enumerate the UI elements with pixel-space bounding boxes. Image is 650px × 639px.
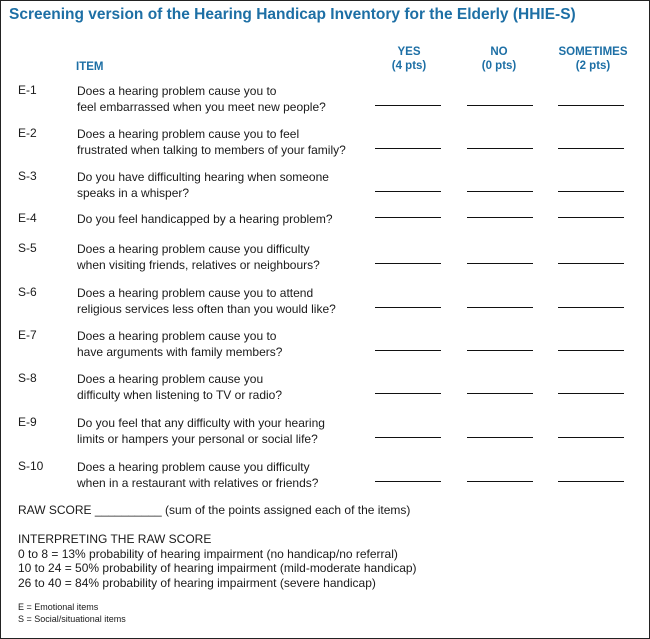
legend-emotional: E = Emotional items — [18, 602, 99, 612]
no-answer-blank[interactable] — [467, 393, 533, 394]
item-question — [77, 328, 367, 360]
item-row — [1, 459, 650, 499]
sometimes-answer-blank[interactable] — [558, 307, 624, 308]
question-line: when in a restaurant with relatives or friends? — [77, 476, 319, 490]
question-line: Does a hearing problem cause you to attend — [77, 286, 314, 300]
yes-answer-blank[interactable] — [375, 263, 441, 264]
question-line: Do you feel that any difficulty with your hearing — [77, 416, 325, 430]
interpretation-section — [18, 532, 417, 590]
no-answer-blank[interactable] — [467, 217, 533, 218]
sometimes-answer-blank[interactable] — [558, 481, 624, 482]
no-answer-blank[interactable] — [467, 191, 533, 192]
question-line: Does a hearing problem cause you — [77, 372, 264, 386]
sometimes-label: SOMETIMES — [558, 46, 628, 58]
no-column-header — [471, 45, 527, 73]
sometimes-answer-blank[interactable] — [558, 393, 624, 394]
item-question — [77, 459, 367, 491]
question-line: limits or hampers your personal or social life? — [77, 432, 318, 446]
yes-answer-blank[interactable] — [375, 481, 441, 482]
item-code: E-9 — [18, 415, 37, 429]
question-line: have arguments with family members? — [77, 345, 283, 359]
sometimes-answer-blank[interactable] — [558, 350, 624, 351]
item-row — [1, 126, 650, 166]
yes-points: (4 pts) — [391, 60, 427, 72]
question-line: Does a hearing problem cause you to — [77, 84, 277, 98]
no-answer-blank[interactable] — [467, 481, 533, 482]
question-line: Do you have difficulting hearing when someone — [77, 170, 329, 184]
no-label: NO — [490, 46, 508, 58]
page-title: Screening version of the Hearing Handicap Inventory for the Elderly (HHIE-S) — [9, 6, 576, 23]
item-question — [77, 371, 367, 403]
item-code: S-3 — [18, 169, 37, 183]
yes-answer-blank[interactable] — [375, 148, 441, 149]
question-line: Does a hearing problem cause you to — [77, 329, 277, 343]
item-column-header: ITEM — [76, 61, 104, 73]
interpretation-line: 26 to 40 = 84% probability of hearing impairment (severe handicap) — [18, 575, 376, 590]
item-row — [1, 169, 650, 209]
item-row — [1, 241, 650, 281]
question-line: Does a hearing problem cause you to feel — [77, 127, 300, 141]
sometimes-answer-blank[interactable] — [558, 217, 624, 218]
yes-label: YES — [397, 46, 421, 58]
item-question — [77, 415, 367, 447]
question-line: Do you feel handicapped by a hearing problem? — [77, 212, 333, 226]
yes-column-header — [381, 45, 437, 73]
sometimes-answer-blank[interactable] — [558, 148, 624, 149]
no-answer-blank[interactable] — [467, 263, 533, 264]
no-answer-blank[interactable] — [467, 148, 533, 149]
yes-answer-blank[interactable] — [375, 217, 441, 218]
item-question — [77, 241, 367, 273]
question-line: speaks in a whisper? — [77, 186, 190, 200]
item-question — [77, 126, 367, 158]
item-code: E-1 — [18, 83, 37, 97]
sometimes-answer-blank[interactable] — [558, 263, 624, 264]
question-line: Does a hearing problem cause you difficulty — [77, 460, 310, 474]
sometimes-answer-blank[interactable] — [558, 437, 624, 438]
item-question — [77, 83, 367, 115]
no-answer-blank[interactable] — [467, 350, 533, 351]
yes-answer-blank[interactable] — [375, 437, 441, 438]
interpretation-heading: INTERPRETING THE RAW SCORE — [18, 532, 212, 546]
raw-score-line: RAW SCORE __________ (sum of the points assigned each of the items) — [18, 503, 411, 517]
yes-answer-blank[interactable] — [375, 105, 441, 106]
legend-social: S = Social/situational items — [18, 614, 126, 624]
no-answer-blank[interactable] — [467, 105, 533, 106]
item-row — [1, 285, 650, 325]
item-code: S-6 — [18, 285, 37, 299]
item-row — [1, 83, 650, 123]
sometimes-points: (2 pts) — [575, 60, 611, 72]
yes-answer-blank[interactable] — [375, 307, 441, 308]
item-code: S-5 — [18, 241, 37, 255]
question-line: frustrated when talking to members of your family? — [77, 143, 346, 157]
item-code: S-10 — [18, 459, 44, 473]
item-question — [77, 285, 367, 317]
question-line: difficulty when listening to TV or radio? — [77, 388, 283, 402]
yes-answer-blank[interactable] — [375, 191, 441, 192]
question-line: religious services less often than you would like? — [77, 302, 336, 316]
item-code: E-2 — [18, 126, 37, 140]
legend — [18, 601, 126, 625]
question-line: Does a hearing problem cause you difficulty — [77, 242, 310, 256]
no-points: (0 pts) — [481, 60, 517, 72]
sometimes-answer-blank[interactable] — [558, 191, 624, 192]
interpretation-line: 10 to 24 = 50% probability of hearing impairment (mild-moderate handicap) — [18, 561, 417, 575]
no-answer-blank[interactable] — [467, 437, 533, 438]
item-row — [1, 415, 650, 455]
item-question — [77, 211, 367, 227]
item-code: E-4 — [18, 211, 37, 225]
question-line: feel embarrassed when you meet new people? — [77, 100, 326, 114]
sometimes-column-header — [552, 45, 634, 73]
sometimes-answer-blank[interactable] — [558, 105, 624, 106]
item-row — [1, 371, 650, 411]
no-answer-blank[interactable] — [467, 307, 533, 308]
item-code: S-8 — [18, 371, 37, 385]
item-code: E-7 — [18, 328, 37, 342]
item-row — [1, 328, 650, 368]
item-question — [77, 169, 367, 201]
question-line: when visiting friends, relatives or neighbours? — [77, 258, 320, 272]
interpretation-line: 0 to 8 = 13% probability of hearing impairment (no handicap/no referral) — [18, 546, 398, 561]
yes-answer-blank[interactable] — [375, 350, 441, 351]
yes-answer-blank[interactable] — [375, 393, 441, 394]
